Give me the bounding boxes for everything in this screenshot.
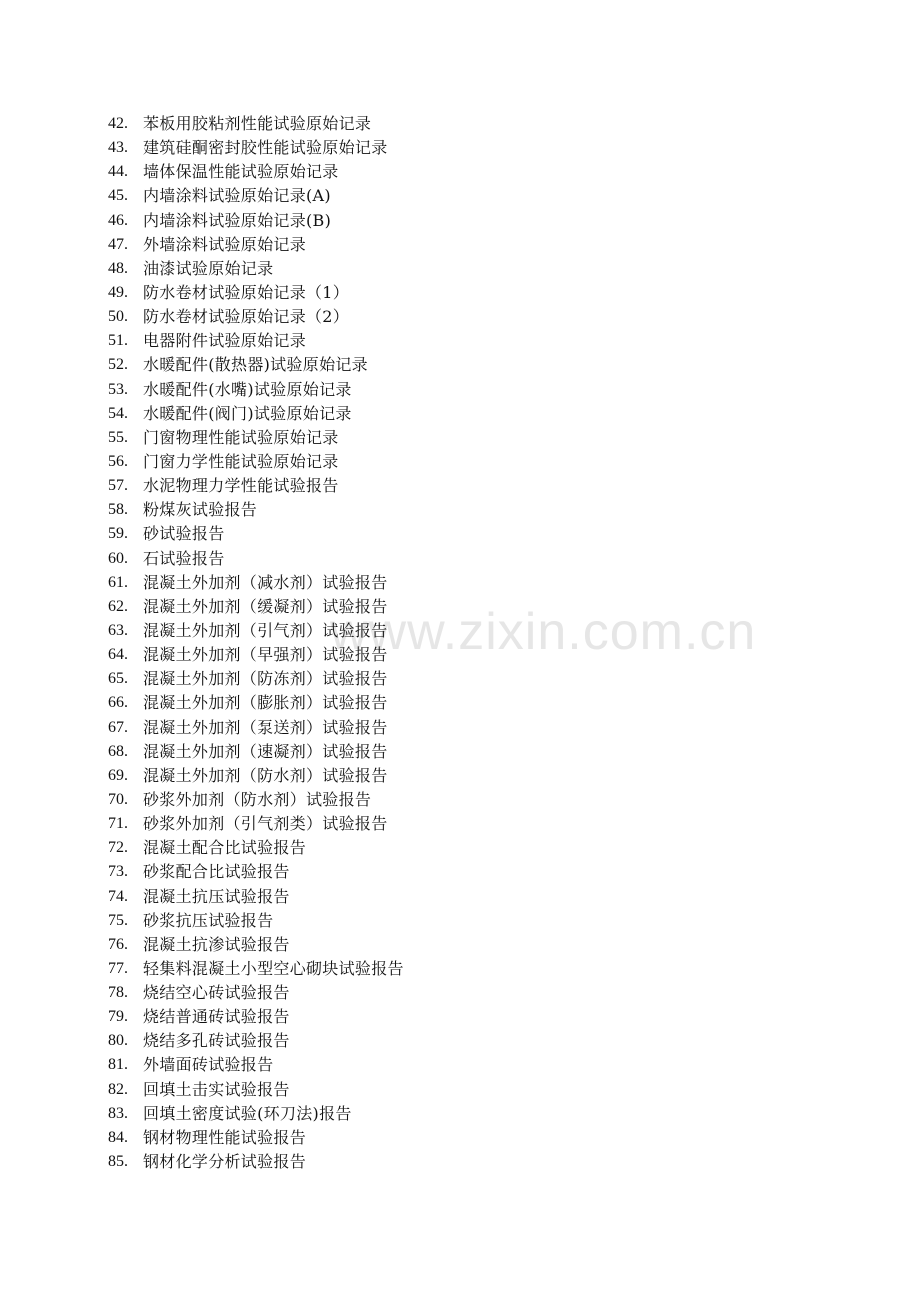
item-number: 82. (108, 1080, 128, 1098)
list-item (108, 281, 404, 305)
list-item (108, 619, 404, 643)
item-number: 42. (108, 115, 128, 132)
list-item (108, 595, 404, 619)
list-item (108, 909, 404, 933)
item-number: 66. (108, 694, 128, 712)
item-number: 75. (108, 911, 128, 929)
item-number: 50. (108, 308, 128, 326)
item-number: 67. (108, 718, 128, 736)
item-number: 72. (108, 839, 128, 857)
item-text: 混凝土外加剂（速凝剂）试验报告 (143, 741, 388, 761)
list-item (108, 353, 404, 377)
list-item (108, 1005, 404, 1029)
item-number: 65. (108, 670, 128, 688)
item-text: 水泥物理力学性能试验报告 (143, 476, 339, 496)
item-number: 60. (108, 549, 128, 567)
item-text: 墙体保温性能试验原始记录 (143, 162, 339, 182)
list-item (108, 112, 404, 136)
list-item (108, 233, 404, 257)
list-item (108, 136, 404, 160)
list-item (108, 1102, 404, 1126)
list-item (108, 402, 404, 426)
list-item (108, 547, 404, 571)
item-number: 53. (108, 380, 128, 398)
item-number: 71. (108, 815, 128, 833)
item-text: 钢材物理性能试验报告 (143, 1127, 307, 1147)
list-item (108, 643, 404, 667)
list-item (108, 305, 404, 329)
item-text: 混凝土外加剂（缓凝剂）试验报告 (143, 596, 388, 616)
list-item (108, 1029, 404, 1053)
list-item (108, 257, 404, 281)
list-item (108, 716, 404, 740)
list-item (108, 740, 404, 764)
item-text: 回填土密度试验(环刀法)报告 (143, 1103, 352, 1123)
item-number: 45. (108, 187, 128, 205)
list-item (108, 691, 404, 715)
list-item (108, 957, 404, 981)
item-text: 混凝土外加剂（防冻剂）试验报告 (143, 669, 388, 689)
item-text: 烧结空心砖试验报告 (143, 983, 290, 1003)
list-item (108, 981, 404, 1005)
list-item (108, 933, 404, 957)
list-item (108, 1126, 404, 1150)
item-text: 电器附件试验原始记录 (143, 331, 307, 351)
item-number: 64. (108, 646, 128, 664)
item-text: 砂浆配合比试验报告 (143, 862, 290, 882)
item-number: 48. (108, 259, 128, 277)
item-number: 84. (108, 1128, 128, 1146)
list-item (108, 1078, 404, 1102)
item-text: 内墙涂料试验原始记录(B) (143, 210, 332, 230)
item-text: 内墙涂料试验原始记录(A) (143, 186, 331, 206)
item-text: 混凝土外加剂（减水剂）试验报告 (143, 572, 388, 592)
list-item (108, 860, 404, 884)
list-item (108, 450, 404, 474)
item-number: 56. (108, 452, 128, 470)
item-number: 78. (108, 984, 128, 1002)
list-item (108, 329, 404, 353)
item-text: 建筑硅酮密封胶性能试验原始记录 (143, 138, 388, 158)
item-number: 63. (108, 621, 128, 639)
item-number: 70. (108, 790, 128, 808)
item-text: 混凝土外加剂（引气剂）试验报告 (143, 620, 388, 640)
list-item (108, 1053, 404, 1077)
list-item (108, 498, 404, 522)
item-number: 47. (108, 235, 128, 253)
item-number: 49. (108, 283, 128, 301)
list-item (108, 885, 404, 909)
list-item (108, 522, 404, 546)
item-text: 混凝土配合比试验报告 (143, 838, 307, 858)
item-text: 烧结多孔砖试验报告 (143, 1031, 290, 1051)
item-text: 门窗力学性能试验原始记录 (143, 451, 339, 471)
item-number: 52. (108, 356, 128, 374)
item-number: 43. (108, 139, 128, 157)
item-text: 烧结普通砖试验报告 (143, 1007, 290, 1027)
item-text: 外墙涂料试验原始记录 (143, 234, 307, 254)
list-item (108, 667, 404, 691)
item-number: 61. (108, 573, 128, 591)
item-number: 73. (108, 863, 128, 881)
item-number: 54. (108, 404, 128, 422)
item-text: 外墙面砖试验报告 (143, 1055, 274, 1075)
item-text: 钢材化学分析试验报告 (143, 1152, 307, 1172)
item-number: 57. (108, 477, 128, 495)
item-text: 砂试验报告 (143, 524, 225, 544)
item-number: 59. (108, 525, 128, 543)
item-number: 46. (108, 211, 128, 229)
item-number: 85. (108, 1153, 128, 1171)
list-item (108, 209, 404, 233)
item-text: 水暖配件(水嘴)试验原始记录 (143, 379, 352, 399)
item-text: 回填土击实试验报告 (143, 1079, 290, 1099)
item-number: 44. (108, 163, 128, 181)
document-list (108, 112, 404, 1174)
item-text: 防水卷材试验原始记录（2） (143, 307, 350, 327)
list-item (108, 1150, 404, 1174)
item-text: 混凝土外加剂（防水剂）试验报告 (143, 765, 388, 785)
item-number: 79. (108, 1008, 128, 1026)
item-number: 81. (108, 1056, 128, 1074)
watermark-text: www.zixin.com.cn (330, 603, 757, 661)
item-number: 77. (108, 959, 128, 977)
item-text: 水暖配件(散热器)试验原始记录 (143, 355, 368, 375)
item-number: 58. (108, 501, 128, 519)
list-item (108, 426, 404, 450)
item-text: 砂浆外加剂（引气剂类）试验报告 (143, 814, 388, 834)
item-text: 混凝土抗压试验报告 (143, 886, 290, 906)
item-text: 水暖配件(阀门)试验原始记录 (143, 403, 352, 423)
item-text: 混凝土外加剂（早强剂）试验报告 (143, 645, 388, 665)
item-text: 混凝土外加剂（泵送剂）试验报告 (143, 717, 388, 737)
item-number: 83. (108, 1104, 128, 1122)
item-text: 轻集料混凝土小型空心砌块试验报告 (143, 958, 404, 978)
item-text: 砂浆抗压试验报告 (143, 910, 274, 930)
item-text: 油漆试验原始记录 (143, 258, 274, 278)
item-text: 粉煤灰试验报告 (143, 500, 258, 520)
item-text: 门窗物理性能试验原始记录 (143, 427, 339, 447)
item-number: 68. (108, 742, 128, 760)
list-item (108, 378, 404, 402)
list-item (108, 836, 404, 860)
item-number: 69. (108, 766, 128, 784)
item-text: 混凝土抗渗试验报告 (143, 934, 290, 954)
item-number: 62. (108, 597, 128, 615)
item-text: 防水卷材试验原始记录（1） (143, 282, 350, 302)
item-text: 苯板用胶粘剂性能试验原始记录 (143, 114, 372, 133)
item-text: 混凝土外加剂（膨胀剂）试验报告 (143, 693, 388, 713)
item-text: 砂浆外加剂（防水剂）试验报告 (143, 789, 372, 809)
list-item (108, 184, 404, 208)
item-number: 76. (108, 935, 128, 953)
item-text: 石试验报告 (143, 548, 225, 568)
list-item (108, 812, 404, 836)
list-item (108, 571, 404, 595)
list-item (108, 788, 404, 812)
list-item (108, 474, 404, 498)
item-number: 51. (108, 332, 128, 350)
item-number: 80. (108, 1032, 128, 1050)
item-number: 74. (108, 887, 128, 905)
item-number: 55. (108, 428, 128, 446)
list-item (108, 764, 404, 788)
list-item (108, 160, 404, 184)
